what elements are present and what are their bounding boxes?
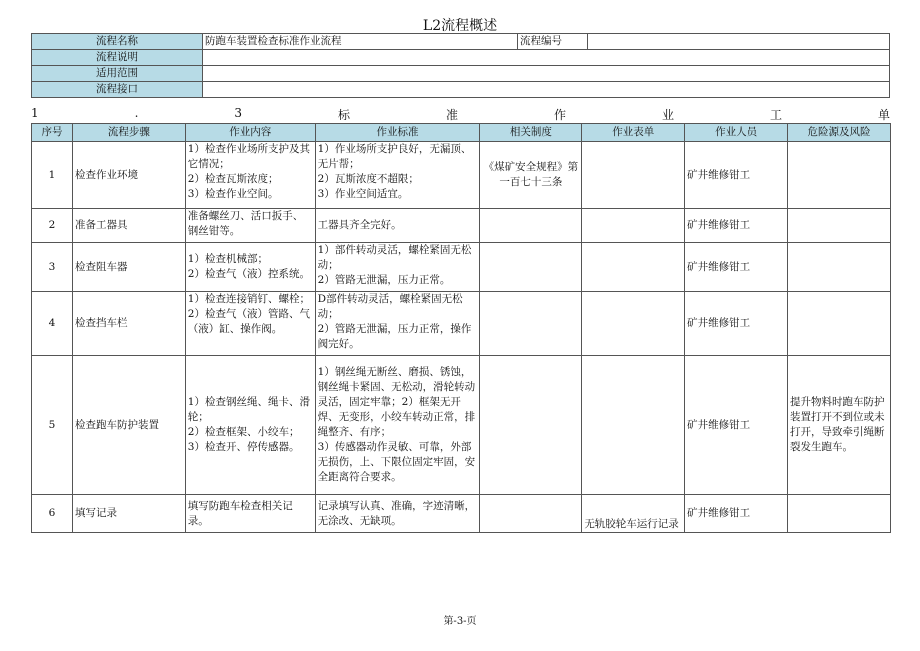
row-system — [480, 243, 582, 292]
table-row — [32, 142, 891, 209]
table-row — [32, 495, 891, 533]
header-risk: 危险源及风险 — [788, 124, 891, 142]
scope-row — [32, 66, 890, 82]
row-no: 2 — [32, 209, 73, 243]
work-order-table — [31, 123, 891, 533]
row-content: 1）检查钢丝绳、绳卡、滑轮； 2）检查框架、小绞车； 3）检查开、停传感器。 — [185, 356, 315, 495]
row-no: 4 — [32, 292, 73, 356]
row-system — [480, 495, 582, 533]
process-name-value: 防跑车装置检查标准作业流程 — [203, 34, 518, 50]
process-desc-label: 流程说明 — [32, 50, 203, 66]
row-content: 准备螺丝刀、活口扳手、钢丝钳等。 — [185, 209, 315, 243]
row-form — [582, 243, 685, 292]
row-content: 填写防跑车检查相关记录。 — [185, 495, 315, 533]
row-system — [480, 209, 582, 243]
process-desc-row — [32, 50, 890, 66]
header-form: 作业表单 — [582, 124, 685, 142]
row-step: 检查作业环境 — [72, 142, 185, 209]
row-risk: 提升物料时跑车防护装置打开不到位或未打开，导致牵引绳断裂发生跑车。 — [788, 356, 891, 495]
page-title: L2流程概述 — [422, 18, 498, 34]
section-title-char: 准 — [446, 108, 459, 122]
process-name-row — [32, 34, 890, 50]
row-step: 准备工器具 — [72, 209, 185, 243]
section-title-char: 单 — [877, 108, 890, 122]
row-content: 1）检查机械部； 2）检查气（液）控系统。 — [185, 243, 315, 292]
row-content: 1）检查作业场所支护及其它情况； 2）检查瓦斯浓度； 3）检查作业空间。 — [185, 142, 315, 209]
interface-value — [203, 82, 890, 98]
row-no: 3 — [32, 243, 73, 292]
section-title-char: 3 — [234, 106, 243, 120]
row-staff: 矿井维修钳工 — [685, 356, 788, 495]
process-desc-value — [203, 50, 890, 66]
row-no: 1 — [32, 142, 73, 209]
row-standard: 1）作业场所支护良好，无漏顶、无片帮； 2）瓦斯浓度不超限； 3）作业空间适宜。 — [315, 142, 480, 209]
row-form — [582, 209, 685, 243]
process-code-label: 流程编号 — [518, 34, 588, 50]
row-system — [480, 356, 582, 495]
row-standard: 1）部件转动灵活，螺栓紧固无松动； 2）管路无泄漏，压力正常。 — [315, 243, 480, 292]
table-row — [32, 209, 891, 243]
row-standard: 记录填写认真、准确，字迹清晰，无涂改、无缺项。 — [315, 495, 480, 533]
header-step: 流程步骤 — [72, 124, 185, 142]
row-standard: 工器具齐全完好。 — [315, 209, 480, 243]
page-footer: 第-3-页 — [443, 616, 477, 627]
row-step: 检查挡车栏 — [72, 292, 185, 356]
section-title-char: 业 — [661, 108, 674, 122]
header-system: 相关制度 — [480, 124, 582, 142]
row-risk — [788, 142, 891, 209]
row-system — [480, 292, 582, 356]
table-row — [32, 292, 891, 356]
process-code-value — [588, 34, 890, 50]
table-header-row — [32, 124, 891, 142]
row-form — [582, 356, 685, 495]
process-name-label: 流程名称 — [32, 34, 203, 50]
row-form: 无轨胶轮车运行记录 — [582, 495, 685, 533]
process-info-table — [31, 33, 890, 98]
table-row — [32, 356, 891, 495]
section-title-char: 工 — [769, 108, 782, 122]
header-no: 序号 — [32, 124, 73, 142]
row-staff: 矿井维修钳工 — [685, 209, 788, 243]
interface-row — [32, 82, 890, 98]
row-risk — [788, 243, 891, 292]
row-step: 检查阻车器 — [72, 243, 185, 292]
header-staff: 作业人员 — [685, 124, 788, 142]
scope-value — [203, 66, 890, 82]
row-standard: D部件转动灵活，螺栓紧固无松动； 2）管路无泄漏，压力正常，操作阀完好。 — [315, 292, 480, 356]
section-title — [31, 106, 890, 122]
row-no: 6 — [32, 495, 73, 533]
row-standard: 1）钢丝绳无断丝、磨损、锈蚀，钢丝绳卡紧固、无松动，滑轮转动灵活，固定牢靠；2）框架无开焊、无变形，小绞车转动正常，排绳整齐、有序； 3）传感器动作灵敏、可靠，外部无损伤，上、下限位固定牢固，安全距离符合要求。 — [315, 356, 480, 495]
row-no: 5 — [32, 356, 73, 495]
interface-label: 流程接口 — [32, 82, 203, 98]
scope-label: 适用范围 — [32, 66, 203, 82]
row-risk — [788, 495, 891, 533]
row-risk — [788, 209, 891, 243]
row-staff: 矿井维修钳工 — [685, 292, 788, 356]
row-staff: 矿井维修钳工 — [685, 243, 788, 292]
section-title-char: 作 — [553, 108, 566, 122]
header-content: 作业内容 — [185, 124, 315, 142]
row-step: 检查跑车防护装置 — [72, 356, 185, 495]
section-title-char: 1 — [31, 106, 39, 120]
section-title-char: 标 — [338, 108, 351, 122]
row-step: 填写记录 — [72, 495, 185, 533]
row-form — [582, 292, 685, 356]
section-title-char: . — [134, 106, 139, 120]
header-standard: 作业标准 — [315, 124, 480, 142]
row-staff: 矿井维修钳工 — [685, 495, 788, 533]
table-row — [32, 243, 891, 292]
row-staff: 矿井维修钳工 — [685, 142, 788, 209]
row-content: 1）检查连接销钉、螺栓； 2）检查气（液）管路、气（液）缸、操作阀。 — [185, 292, 315, 356]
row-form — [582, 142, 685, 209]
row-system: 《煤矿安全规程》第一百七十三条 — [480, 142, 582, 209]
row-risk — [788, 292, 891, 356]
